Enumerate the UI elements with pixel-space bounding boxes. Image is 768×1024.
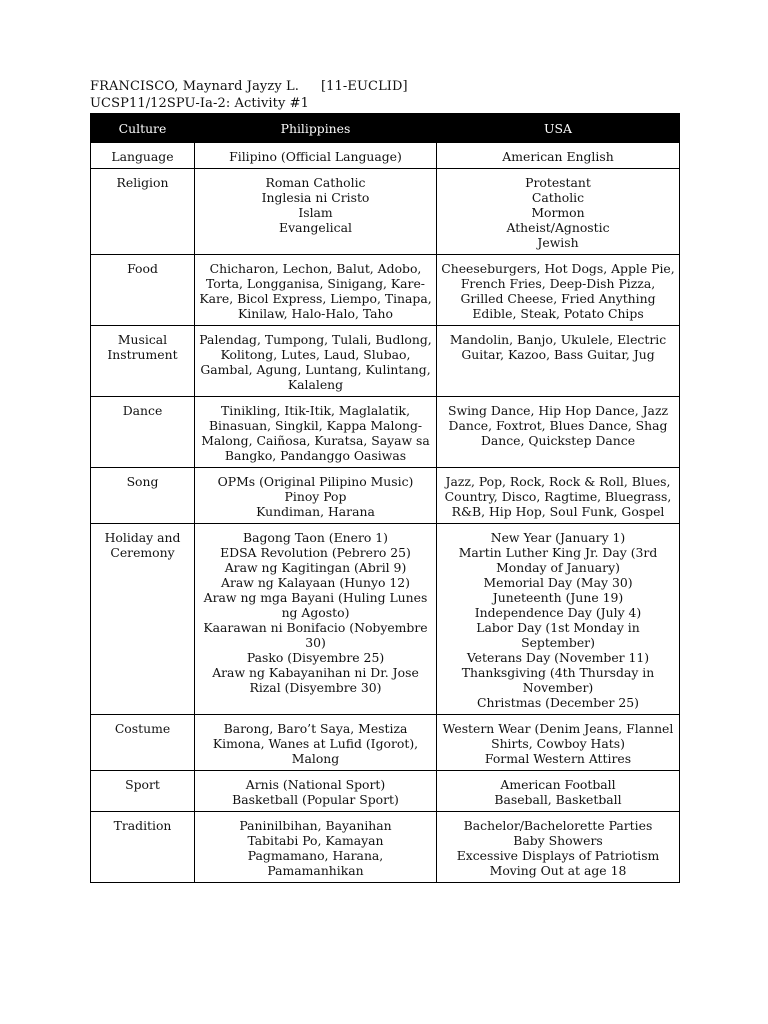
cell-line: Roman Catholic: [265, 175, 366, 190]
cell-line: Western Wear (Denim Jeans, Flannel Shirts, Cowboy Hats): [442, 721, 674, 751]
cell-line: Religion: [116, 175, 169, 190]
philippines-cell: [195, 468, 437, 524]
table-row: [91, 715, 680, 771]
cell-line: Baseball, Basketball: [494, 792, 622, 807]
usa-cell: [437, 468, 680, 524]
document-header: [90, 78, 408, 112]
cell-line: Arnis (National Sport): [245, 777, 386, 792]
cell-line: American English: [502, 149, 614, 164]
cell-line: Filipino (Official Language): [229, 149, 402, 164]
cell-line: Language: [111, 149, 174, 164]
cell-line: Jazz, Pop, Rock, Rock & Roll, Blues, Country, Disco, Ragtime, Bluegrass, R&B, Hip Hop, Soul Funk, Gospel: [444, 474, 672, 519]
cell-line: Mormon: [531, 205, 585, 220]
cell-line: Tinikling, Itik-Itik, Maglalatik, Binasuan, Singkil, Kappa Malong-Malong, Caiñosa, Kuratsa, Sayaw sa Bangko, Pandanggo Oasiwas: [201, 403, 430, 463]
cell-line: Instrument: [107, 347, 178, 362]
table-row: [91, 326, 680, 397]
cell-line: Inglesia ni Cristo: [261, 190, 370, 205]
cell-line: American Football: [500, 777, 616, 792]
cell-line: Islam: [298, 205, 333, 220]
cell-line: Holiday and: [104, 530, 181, 545]
philippines-cell: [195, 326, 437, 397]
philippines-cell: [195, 255, 437, 326]
cell-line: Araw ng Kabayanihan ni Dr. Jose Rizal (Disyembre 30): [212, 665, 419, 695]
table-body: [91, 143, 680, 883]
cell-line: Jewish: [537, 235, 579, 250]
cell-line: Cheeseburgers, Hot Dogs, Apple Pie, French Fries, Deep-Dish Pizza, Grilled Cheese, Fried Anything Edible, Steak, Potato Chips: [441, 261, 675, 321]
cell-line: Paninilbihan, Bayanihan: [239, 818, 392, 833]
cell-line: Memorial Day (May 30): [483, 575, 633, 590]
usa-cell: [437, 143, 680, 169]
section-label: [11-EUCLID]: [320, 79, 408, 94]
cell-line: EDSA Revolution (Pebrero 25): [220, 545, 411, 560]
category-cell: [91, 524, 195, 715]
cell-line: Araw ng Kagitingan (Abril 9): [224, 560, 407, 575]
cell-line: Thanksgiving (4th Thursday in November): [461, 665, 655, 695]
usa-cell: [437, 397, 680, 468]
cell-line: Palendag, Tumpong, Tulali, Budlong, Kolitong, Lutes, Laud, Slubao, Gambal, Agung, Luntang, Kulintang, Kalaleng: [199, 332, 432, 392]
cell-line: Juneteenth (June 19): [492, 590, 624, 605]
philippines-cell: [195, 524, 437, 715]
table-row: [91, 143, 680, 169]
philippines-cell: [195, 715, 437, 771]
cell-line: New Year (January 1): [490, 530, 626, 545]
category-cell: [91, 397, 195, 468]
category-cell: [91, 715, 195, 771]
philippines-cell: [195, 397, 437, 468]
cell-line: Pagmamano, Harana, Pamamanhikan: [247, 848, 384, 878]
cell-line: Veterans Day (November 11): [466, 650, 650, 665]
cell-line: Chicharon, Lechon, Balut, Adobo, Torta, Longganisa, Sinigang, Kare-Kare, Bicol Express, Liempo, Tinapa, Kinilaw, Halo-Halo, Taho: [199, 261, 432, 321]
cell-line: Baby Showers: [513, 833, 603, 848]
cell-line: Ceremony: [110, 545, 175, 560]
student-name: FRANCISCO, Maynard Jayzy L.: [90, 79, 299, 94]
cell-line: Costume: [114, 721, 171, 736]
cell-line: Martin Luther King Jr. Day (3rd Monday of January): [458, 545, 658, 575]
cell-line: OPMs (Original Pilipino Music): [217, 474, 414, 489]
category-cell: [91, 326, 195, 397]
cell-line: Tradition: [113, 818, 172, 833]
column-header-usa: USA: [437, 114, 680, 143]
philippines-cell: [195, 812, 437, 883]
cell-line: Atheist/Agnostic: [506, 220, 610, 235]
cell-line: Basketball (Popular Sport): [232, 792, 399, 807]
cell-line: Araw ng mga Bayani (Huling Lunes ng Agosto): [203, 590, 428, 620]
cell-line: Food: [127, 261, 158, 276]
cell-line: Labor Day (1st Monday in September): [476, 620, 640, 650]
philippines-cell: [195, 771, 437, 812]
philippines-cell: [195, 169, 437, 255]
cell-line: Dance: [122, 403, 163, 418]
cell-line: Song: [126, 474, 159, 489]
philippines-cell: [195, 143, 437, 169]
cell-line: Independence Day (July 4): [474, 605, 642, 620]
table-row: [91, 524, 680, 715]
cell-line: Evangelical: [279, 220, 352, 235]
activity-code: UCSP11/12SPU-Ia-2: Activity #1: [90, 96, 310, 111]
category-cell: [91, 468, 195, 524]
table-row: [91, 255, 680, 326]
usa-cell: [437, 715, 680, 771]
cell-line: Formal Western Attires: [484, 751, 632, 766]
category-cell: [91, 169, 195, 255]
table-row: [91, 397, 680, 468]
cell-line: Musical: [117, 332, 168, 347]
category-cell: [91, 143, 195, 169]
cell-line: Kundiman, Harana: [256, 504, 375, 519]
cell-line: Mandolin, Banjo, Ukulele, Electric Guitar, Kazoo, Bass Guitar, Jug: [449, 332, 667, 362]
usa-cell: [437, 771, 680, 812]
category-cell: [91, 771, 195, 812]
student-line: [90, 78, 408, 95]
cell-line: Tabitabi Po, Kamayan: [247, 833, 384, 848]
cell-line: Catholic: [531, 190, 585, 205]
table-row: [91, 812, 680, 883]
table-row: [91, 468, 680, 524]
category-cell: [91, 255, 195, 326]
cell-line: Swing Dance, Hip Hop Dance, Jazz Dance, Foxtrot, Blues Dance, Shag Dance, Quickstep Dance: [448, 403, 668, 448]
cell-line: Kaarawan ni Bonifacio (Nobyembre 30): [203, 620, 428, 650]
category-cell: [91, 812, 195, 883]
usa-cell: [437, 255, 680, 326]
cell-line: Sport: [125, 777, 160, 792]
cell-line: Barong, Baro’t Saya, Mestiza Kimona, Wanes at Lufid (Igorot), Malong: [212, 721, 419, 766]
table-row: [91, 169, 680, 255]
usa-cell: [437, 524, 680, 715]
usa-cell: [437, 169, 680, 255]
cell-line: Pinoy Pop: [284, 489, 347, 504]
cell-line: Protestant: [525, 175, 591, 190]
table-header-row: [91, 114, 680, 143]
usa-cell: [437, 326, 680, 397]
cell-line: Christmas (December 25): [477, 695, 639, 710]
cell-line: Excessive Displays of Patriotism: [456, 848, 660, 863]
culture-comparison-table: [90, 113, 680, 883]
column-header-culture: Culture: [91, 114, 195, 143]
column-header-philippines: Philippines: [195, 114, 437, 143]
table-row: [91, 771, 680, 812]
cell-line: Bachelor/Bachelorette Parties: [463, 818, 653, 833]
cell-line: Bagong Taon (Enero 1): [242, 530, 389, 545]
usa-cell: [437, 812, 680, 883]
cell-line: Moving Out at age 18: [489, 863, 627, 878]
cell-line: Araw ng Kalayaan (Hunyo 12): [221, 575, 410, 590]
cell-line: Pasko (Disyembre 25): [246, 650, 385, 665]
